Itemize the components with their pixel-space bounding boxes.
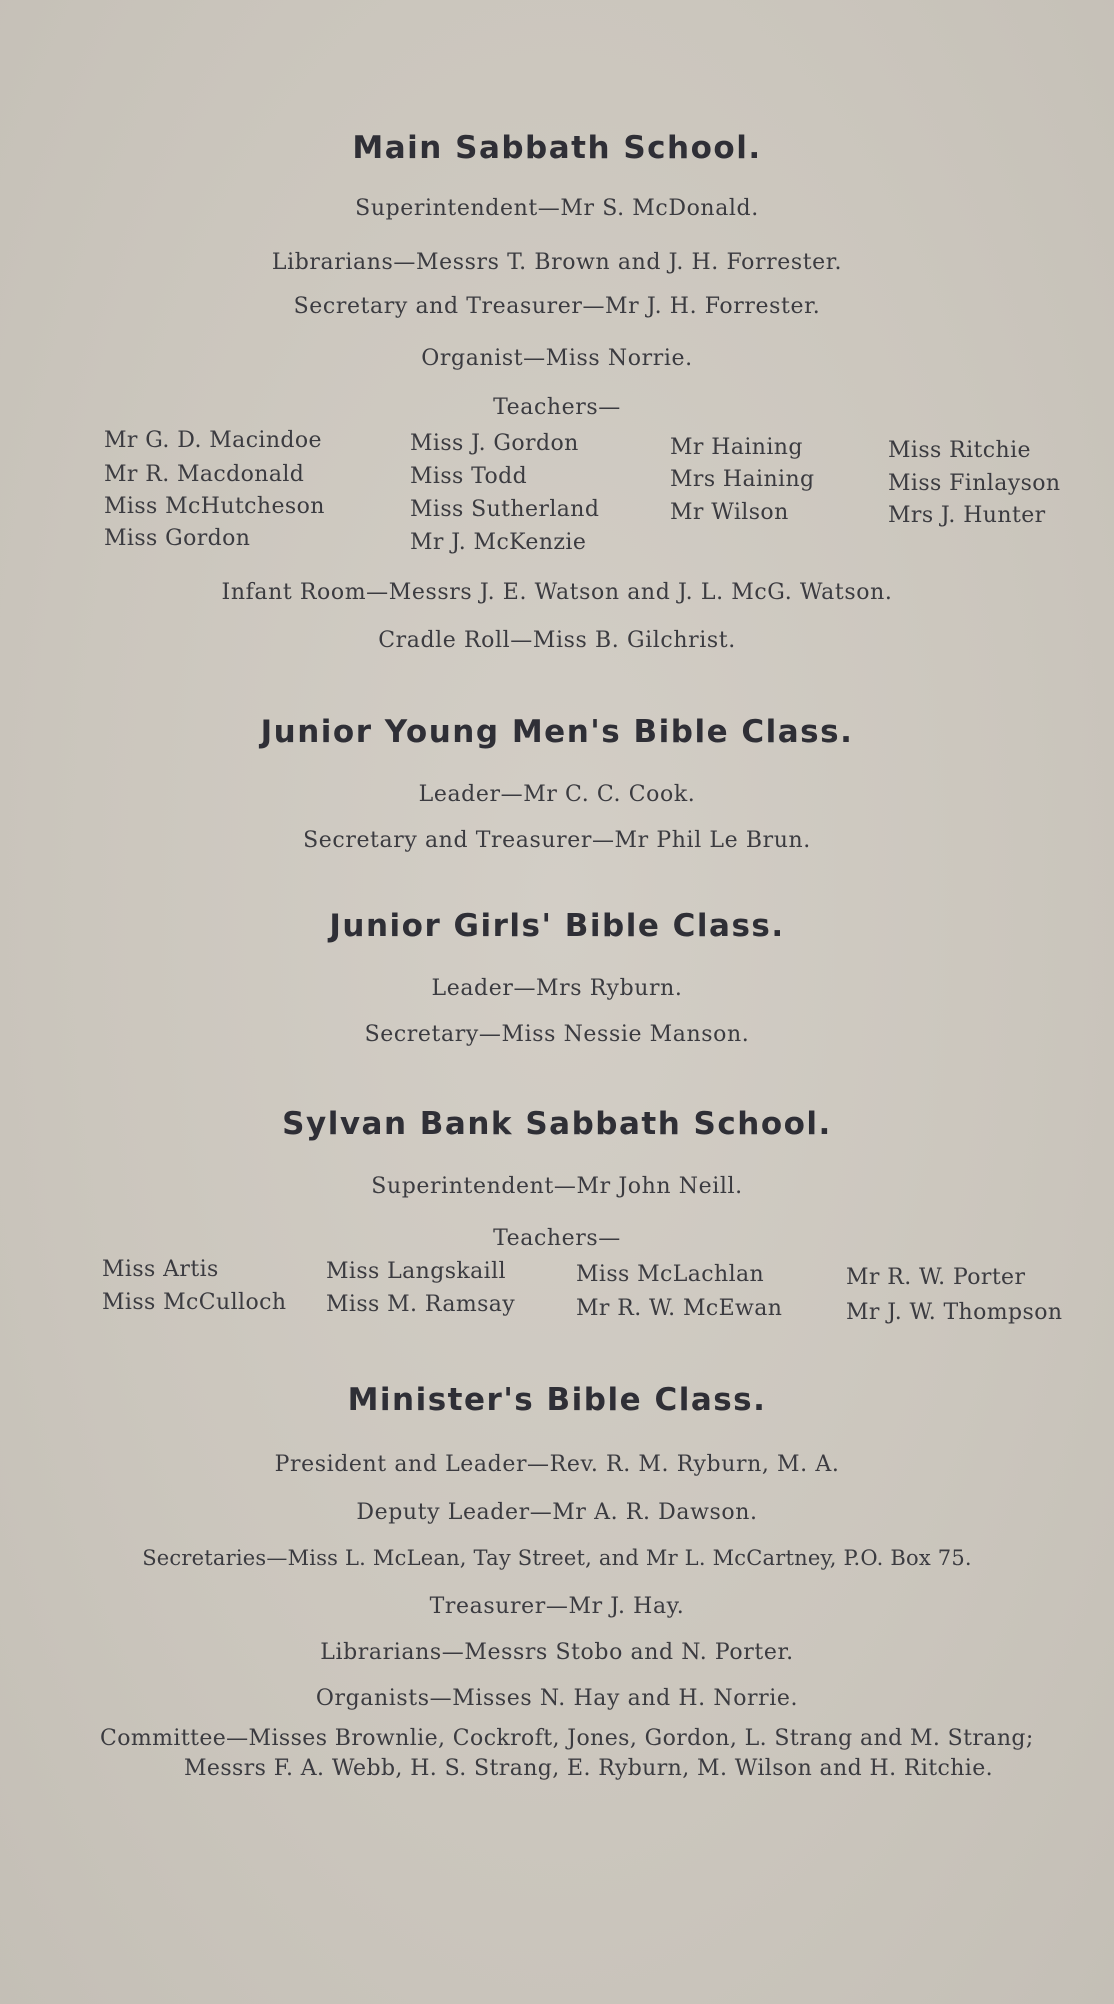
ministers-class-heading: Minister's Bible Class. (347, 1382, 767, 1418)
ministers-class-president: President and Leader—Rev. R. M. Ryburn, M. A. (274, 1452, 840, 1477)
junior-men-leader: Leader—Mr C. C. Cook. (418, 782, 696, 807)
main-school-organist: Organist—Miss Norrie. (421, 346, 693, 371)
ministers-class-librarians: Librarians—Messrs Stobo and N. Porter. (320, 1640, 794, 1665)
main-school-superintendent: Superintendent—Mr S. McDonald. (355, 196, 759, 221)
junior-girls-heading: Junior Girls' Bible Class. (329, 908, 785, 944)
main-teacher: Mr Haining (670, 435, 803, 460)
sylvan-teacher: Mr J. W. Thompson (846, 1300, 1063, 1325)
sylvan-bank-superintendent: Superintendent—Mr John Neill. (371, 1174, 743, 1199)
main-school-teachers-label: Teachers— (493, 395, 621, 420)
sylvan-bank-teachers-label: Teachers— (493, 1226, 621, 1251)
main-teacher: Mrs Haining (670, 467, 815, 492)
ministers-class-deputy: Deputy Leader—Mr A. R. Dawson. (356, 1500, 758, 1525)
main-teacher: Miss McHutcheson (104, 494, 325, 519)
main-teacher: Miss Ritchie (888, 438, 1031, 463)
sylvan-teacher: Miss McCulloch (102, 1290, 287, 1315)
sylvan-teacher: Miss Langskaill (326, 1259, 506, 1284)
main-teacher: Mrs J. Hunter (888, 503, 1046, 528)
sylvan-teacher: Miss McLachlan (576, 1262, 765, 1287)
main-school-infant-room: Infant Room—Messrs J. E. Watson and J. L. McG. Watson. (221, 580, 893, 605)
main-school-heading: Main Sabbath School. (352, 130, 762, 166)
junior-girls-secretary: Secretary—Miss Nessie Manson. (364, 1022, 750, 1047)
main-teacher: Mr R. Macdonald (104, 462, 305, 487)
sylvan-bank-heading: Sylvan Bank Sabbath School. (282, 1106, 832, 1142)
main-teacher: Miss J. Gordon (410, 431, 579, 456)
main-teacher: Mr J. McKenzie (410, 530, 587, 555)
main-teacher: Miss Sutherland (410, 497, 600, 522)
ministers-class-secretaries: Secretaries—Miss L. McLean, Tay Street, and Mr L. McCartney, P.O. Box 75. (142, 1546, 972, 1570)
ministers-class-treasurer: Treasurer—Mr J. Hay. (429, 1594, 685, 1619)
main-teacher: Miss Finlayson (888, 471, 1061, 496)
main-school-cradle-roll: Cradle Roll—Miss B. Gilchrist. (378, 628, 736, 653)
junior-men-heading: Junior Young Men's Bible Class. (260, 714, 854, 750)
main-teacher: Miss Gordon (104, 526, 251, 551)
main-school-librarians: Librarians—Messrs T. Brown and J. H. Forrester. (271, 250, 843, 275)
main-teacher: Mr G. D. Macindoe (104, 428, 322, 453)
sylvan-teacher: Mr R. W. Porter (846, 1265, 1026, 1290)
committee-text: Committee—Misses Brownlie, Cockroft, Jones, Gordon, L. Strang and M. Strang; Messrs F. A. Webb, H. S. Strang, E. Ryburn, M. Wilson and H. Ritchie. (100, 1726, 1034, 1781)
ministers-class-organists: Organists—Misses N. Hay and H. Norrie. (315, 1686, 799, 1711)
main-teacher: Mr Wilson (670, 500, 789, 525)
main-school-secretary: Secretary and Treasurer—Mr J. H. Forrester. (293, 294, 821, 319)
junior-men-secretary: Secretary and Treasurer—Mr Phil Le Brun. (303, 828, 811, 853)
ministers-class-committee (100, 1724, 1102, 1784)
main-teacher: Miss Todd (410, 464, 528, 489)
sylvan-teacher: Miss Artis (102, 1257, 219, 1282)
junior-girls-leader: Leader—Mrs Ryburn. (431, 976, 683, 1001)
sylvan-teacher: Miss M. Ramsay (326, 1292, 516, 1317)
sylvan-teacher: Mr R. W. McEwan (576, 1296, 783, 1321)
